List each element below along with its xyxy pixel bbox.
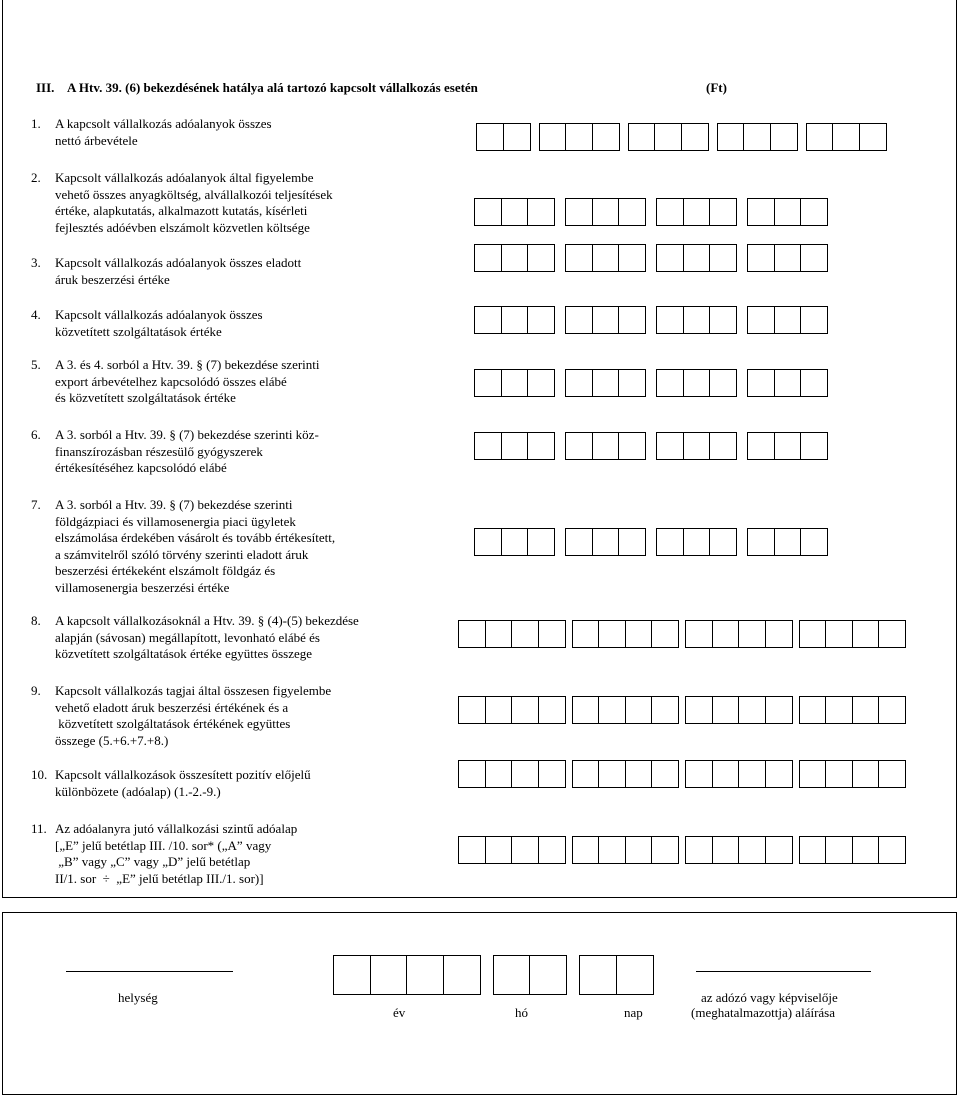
digit-cell[interactable] <box>527 432 555 460</box>
row-description-line: elszámolása érdekében vásárolt és tovább értékesített, <box>55 530 336 545</box>
digit-group[interactable] <box>476 123 531 152</box>
digit-cell[interactable] <box>712 620 740 648</box>
digit-group[interactable] <box>656 369 737 398</box>
digit-cell[interactable] <box>683 306 711 334</box>
digit-cell[interactable] <box>592 369 620 397</box>
digit-cell[interactable] <box>651 760 679 788</box>
row-description <box>55 767 311 800</box>
row-description-line: vehető eladott áruk beszerzési értékének és a <box>55 699 289 715</box>
digit-cell[interactable] <box>683 198 711 226</box>
digit-cell[interactable] <box>539 123 567 151</box>
row-description-line: vehető összes anyagköltség, alvállalkozói teljesítések <box>55 186 333 202</box>
digit-cell[interactable] <box>765 836 793 864</box>
digit-cell[interactable] <box>618 432 646 460</box>
digit-cell[interactable] <box>538 696 566 724</box>
digit-cell[interactable] <box>685 620 713 648</box>
digit-cell[interactable] <box>709 244 737 272</box>
row-number: 11. <box>31 821 47 836</box>
row-description-line: [„E” jelű betétlap III. /10. sor* („A” vagy <box>55 837 272 853</box>
row-number: 6. <box>31 427 41 442</box>
digit-group[interactable] <box>799 836 907 865</box>
digit-group[interactable] <box>565 306 646 335</box>
digit-cell[interactable] <box>709 306 737 334</box>
row-description <box>55 170 333 236</box>
digit-cell[interactable] <box>592 123 620 151</box>
row-description-line: összege (5.+6.+7.+8.) <box>55 732 169 748</box>
currency-unit: (Ft) <box>706 80 727 95</box>
row-description-line: földgázpiaci és villamosenergia piaci ügyletek <box>55 513 296 529</box>
row-description <box>55 427 319 477</box>
row-description <box>55 613 359 663</box>
digit-cell[interactable] <box>474 306 502 334</box>
digit-cell[interactable] <box>712 696 740 724</box>
digit-cell[interactable] <box>770 123 798 151</box>
row-description <box>55 821 297 887</box>
digit-cell[interactable] <box>592 306 620 334</box>
row-description <box>55 683 331 749</box>
digit-cell[interactable] <box>800 306 828 334</box>
month-input[interactable] <box>493 955 568 995</box>
digit-cell[interactable] <box>565 306 593 334</box>
digit-cell[interactable] <box>527 528 555 556</box>
amount-input-row-9[interactable] <box>458 696 906 725</box>
digit-cell[interactable] <box>685 836 713 864</box>
digit-group[interactable] <box>474 369 555 398</box>
row-description-line: villamosenergia beszerzési értéke <box>55 579 230 595</box>
digit-cell[interactable] <box>598 836 626 864</box>
digit-cell[interactable] <box>625 620 653 648</box>
year-input[interactable] <box>333 955 481 995</box>
digit-cell[interactable] <box>485 836 513 864</box>
digit-cell[interactable] <box>765 696 793 724</box>
month-label: hó <box>515 1005 528 1020</box>
row-description <box>55 255 301 288</box>
row-description-line: értéke, alapkutatás, alkalmazott kutatás, kísérleti <box>55 203 308 218</box>
digit-group[interactable] <box>799 696 907 725</box>
place-label: helység <box>118 990 158 1005</box>
digit-cell[interactable] <box>800 198 828 226</box>
digit-cell[interactable] <box>747 306 775 334</box>
digit-cell[interactable] <box>656 198 684 226</box>
digit-cell[interactable] <box>474 244 502 272</box>
amount-input-row-1[interactable] <box>476 123 887 152</box>
digit-group[interactable] <box>539 123 620 152</box>
digit-group[interactable] <box>474 528 555 557</box>
digit-cell[interactable] <box>683 528 711 556</box>
row-description-line: közvetített szolgáltatások értékének együttes <box>55 716 291 731</box>
digit-cell[interactable] <box>774 432 802 460</box>
digit-cell[interactable] <box>774 198 802 226</box>
digit-cell[interactable] <box>774 306 802 334</box>
digit-cell[interactable] <box>618 198 646 226</box>
digit-cell[interactable] <box>685 696 713 724</box>
digit-cell[interactable] <box>458 760 486 788</box>
row-number: 9. <box>31 683 41 698</box>
digit-cell[interactable] <box>501 306 529 334</box>
digit-group[interactable] <box>572 620 680 649</box>
digit-cell[interactable] <box>765 760 793 788</box>
digit-cell[interactable] <box>618 528 646 556</box>
digit-cell[interactable] <box>738 620 766 648</box>
row-description-line: és közvetített szolgáltatások értéke <box>55 390 236 405</box>
digit-cell[interactable] <box>501 432 529 460</box>
amount-input-row-6[interactable] <box>474 432 828 461</box>
digit-group[interactable] <box>747 528 828 557</box>
digit-cell[interactable] <box>592 432 620 460</box>
row-description-line: A kapcsolt vállalkozásoknál a Htv. 39. § (4)-(5) bekezdése <box>55 613 359 628</box>
digit-group[interactable] <box>685 836 793 865</box>
digit-cell[interactable] <box>852 620 880 648</box>
digit-cell[interactable] <box>747 198 775 226</box>
digit-cell[interactable] <box>852 696 880 724</box>
digit-group[interactable] <box>799 760 907 789</box>
digit-group[interactable] <box>747 432 828 461</box>
digit-cell[interactable] <box>501 198 529 226</box>
digit-cell[interactable] <box>474 198 502 226</box>
digit-cell[interactable] <box>747 432 775 460</box>
digit-cell[interactable] <box>656 244 684 272</box>
digit-group[interactable] <box>474 244 555 273</box>
digit-cell[interactable] <box>878 696 906 724</box>
row-description-line: Kapcsolt vállalkozás adóalanyok összes eladott <box>55 255 302 270</box>
digit-cell[interactable] <box>799 760 827 788</box>
digit-cell[interactable] <box>738 696 766 724</box>
digit-cell[interactable] <box>683 244 711 272</box>
row-description-line: Kapcsolt vállalkozások összesített pozitív előjelű <box>55 767 311 782</box>
digit-cell[interactable] <box>592 528 620 556</box>
day-label: nap <box>624 1005 643 1020</box>
digit-cell[interactable] <box>774 244 802 272</box>
digit-group[interactable] <box>565 198 646 227</box>
digit-cell[interactable] <box>681 123 709 151</box>
digit-cell[interactable] <box>458 620 486 648</box>
digit-cell[interactable] <box>651 836 679 864</box>
digit-cell[interactable] <box>743 123 771 151</box>
digit-cell[interactable] <box>565 244 593 272</box>
digit-cell[interactable] <box>800 244 828 272</box>
year-label: év <box>393 1005 406 1020</box>
digit-cell[interactable] <box>501 528 529 556</box>
digit-cell[interactable] <box>598 620 626 648</box>
digit-cell[interactable] <box>747 244 775 272</box>
row-description-line: II/1. sor ÷ „E” jelű betétlap III./1. sor)] <box>55 870 264 886</box>
amount-input-row-8[interactable] <box>458 620 906 649</box>
signature-label-line1: az adózó vagy képviselője <box>701 990 838 1005</box>
digit-cell[interactable] <box>825 760 853 788</box>
date-input[interactable] <box>333 955 654 995</box>
digit-cell[interactable] <box>709 528 737 556</box>
digit-cell[interactable] <box>474 528 502 556</box>
digit-group[interactable] <box>474 198 555 227</box>
digit-cell[interactable] <box>625 696 653 724</box>
digit-cell[interactable] <box>538 836 566 864</box>
digit-cell[interactable] <box>458 696 486 724</box>
digit-cell[interactable] <box>800 528 828 556</box>
row-description-line: a számvitelről szóló törvény szerinti eladott áruk <box>55 546 309 562</box>
digit-cell[interactable] <box>476 123 504 151</box>
digit-cell[interactable] <box>592 198 620 226</box>
digit-cell[interactable] <box>474 369 502 397</box>
digit-cell[interactable] <box>503 123 531 151</box>
row-number: 3. <box>31 255 41 270</box>
digit-group[interactable] <box>656 198 737 227</box>
digit-cell[interactable] <box>709 432 737 460</box>
digit-group[interactable] <box>747 198 828 227</box>
digit-cell[interactable] <box>485 696 513 724</box>
row-description-line: alapján (sávosan) megállapított, levonható elábé és <box>55 629 320 645</box>
digit-cell[interactable] <box>511 696 539 724</box>
digit-cell[interactable] <box>799 836 827 864</box>
row-number: 8. <box>31 613 41 628</box>
digit-cell[interactable] <box>825 696 853 724</box>
digit-cell[interactable] <box>685 760 713 788</box>
digit-group[interactable] <box>628 123 709 152</box>
digit-cell[interactable] <box>474 432 502 460</box>
row-description-line: közvetített szolgáltatások értéke együttes összege <box>55 646 313 661</box>
digit-cell[interactable] <box>800 432 828 460</box>
amount-input-row-7[interactable] <box>474 528 828 557</box>
day-input[interactable] <box>579 955 654 995</box>
digit-cell[interactable] <box>538 760 566 788</box>
digit-cell[interactable] <box>458 836 486 864</box>
digit-group[interactable] <box>572 836 680 865</box>
digit-cell[interactable] <box>738 760 766 788</box>
amount-input-row-4[interactable] <box>474 306 828 335</box>
digit-cell[interactable] <box>832 123 860 151</box>
digit-cell[interactable] <box>501 369 529 397</box>
digit-cell[interactable] <box>538 620 566 648</box>
digit-cell[interactable] <box>709 369 737 397</box>
digit-cell[interactable] <box>654 123 682 151</box>
digit-cell[interactable] <box>747 369 775 397</box>
digit-cell[interactable] <box>738 836 766 864</box>
row-description-line: „B” vagy „C” vagy „D” jelű betétlap <box>55 854 251 869</box>
row-description-line: Kapcsolt vállalkozás tagjai által összesen figyelembe <box>55 683 332 698</box>
digit-cell[interactable] <box>747 528 775 556</box>
digit-cell[interactable] <box>859 123 887 151</box>
row-description-line: Kapcsolt vállalkozás adóalanyok összes <box>55 307 263 322</box>
amount-input-row-2[interactable] <box>474 198 828 227</box>
row-description-line: fejlesztés adóévben elszámolt közvetlen költsége <box>55 219 310 235</box>
digit-cell[interactable] <box>852 836 880 864</box>
digit-cell[interactable] <box>825 836 853 864</box>
digit-cell[interactable] <box>511 620 539 648</box>
digit-cell[interactable] <box>800 369 828 397</box>
row-number: 7. <box>31 497 41 512</box>
digit-group[interactable] <box>474 306 555 335</box>
row-description-line: A 3. és 4. sorból a Htv. 39. § (7) bekezdése szerinti <box>55 357 320 372</box>
digit-cell[interactable] <box>565 123 593 151</box>
digit-group[interactable] <box>717 123 798 152</box>
digit-cell[interactable] <box>592 244 620 272</box>
row-description <box>55 116 272 149</box>
digit-cell[interactable] <box>618 369 646 397</box>
digit-cell[interactable] <box>527 306 555 334</box>
amount-input-row-3[interactable] <box>474 244 828 273</box>
digit-group[interactable] <box>656 528 737 557</box>
digit-group[interactable] <box>572 760 680 789</box>
digit-cell[interactable] <box>527 369 555 397</box>
row-description-line: beszerzési értékeként elszámolt földgáz és <box>55 563 276 578</box>
digit-cell[interactable] <box>527 244 555 272</box>
digit-group[interactable] <box>656 306 737 335</box>
digit-group[interactable] <box>565 528 646 557</box>
digit-cell[interactable] <box>656 369 684 397</box>
row-description-line: finanszírozásban részesülő gyógyszerek <box>55 443 263 459</box>
digit-cell[interactable] <box>485 760 513 788</box>
row-description <box>55 497 335 596</box>
digit-cell[interactable] <box>806 123 834 151</box>
signature-label-line2: (meghatalmazottja) aláírása <box>691 1005 836 1020</box>
digit-cell[interactable] <box>683 432 711 460</box>
row-description-line: nettó árbevétele <box>55 132 138 148</box>
row-description-line: export árbevételhez kapcsolódó összes elábé <box>55 373 287 389</box>
digit-group[interactable] <box>685 696 793 725</box>
digit-cell[interactable] <box>717 123 745 151</box>
digit-cell[interactable] <box>572 760 600 788</box>
digit-cell[interactable] <box>625 836 653 864</box>
row-description-line: Kapcsolt vállalkozás adóalanyok által figyelembe <box>55 170 314 185</box>
digit-group[interactable] <box>565 244 646 273</box>
digit-cell[interactable] <box>774 528 802 556</box>
digit-cell[interactable] <box>598 696 626 724</box>
digit-cell[interactable] <box>709 198 737 226</box>
digit-cell[interactable] <box>712 836 740 864</box>
place-line <box>66 971 233 972</box>
row-description-line: A 3. sorból a Htv. 39. § (7) bekezdése szerinti köz- <box>55 427 319 442</box>
row-description-line: értékesítéséhez kapcsolódó elábé <box>55 460 227 475</box>
digit-group[interactable] <box>458 836 566 865</box>
row-number: 2. <box>31 170 41 185</box>
digit-cell[interactable] <box>565 369 593 397</box>
digit-cell[interactable] <box>712 760 740 788</box>
digit-group[interactable] <box>799 620 907 649</box>
row-description-line: A 3. sorból a Htv. 39. § (7) bekezdése szerinti <box>55 497 293 512</box>
digit-group[interactable] <box>747 244 828 273</box>
digit-cell[interactable] <box>651 620 679 648</box>
amount-input-row-11[interactable] <box>458 836 906 865</box>
digit-cell[interactable] <box>572 696 600 724</box>
digit-cell[interactable] <box>485 620 513 648</box>
section-number: III. <box>36 80 55 95</box>
digit-cell[interactable] <box>799 620 827 648</box>
digit-cell[interactable] <box>878 760 906 788</box>
digit-group[interactable] <box>458 760 566 789</box>
row-description <box>55 307 263 340</box>
digit-cell[interactable] <box>683 369 711 397</box>
digit-cell[interactable] <box>511 760 539 788</box>
digit-group[interactable] <box>565 432 646 461</box>
section-title: A Htv. 39. (6) bekezdésének hatálya alá tartozó kapcsolt vállalkozás esetén <box>67 80 478 95</box>
digit-cell[interactable] <box>501 244 529 272</box>
digit-cell[interactable] <box>527 198 555 226</box>
digit-cell[interactable] <box>565 528 593 556</box>
digit-cell[interactable] <box>656 432 684 460</box>
digit-cell[interactable] <box>765 620 793 648</box>
digit-cell[interactable] <box>656 528 684 556</box>
digit-cell[interactable] <box>572 836 600 864</box>
digit-cell[interactable] <box>878 620 906 648</box>
digit-group[interactable] <box>747 369 828 398</box>
row-description-line: Az adóalanyra jutó vállalkozási szintű adóalap <box>55 821 298 836</box>
digit-group[interactable] <box>685 620 793 649</box>
digit-cell[interactable] <box>565 198 593 226</box>
amount-input-row-5[interactable] <box>474 369 828 398</box>
digit-group[interactable] <box>572 696 680 725</box>
digit-group[interactable] <box>458 696 566 725</box>
row-description-line: közvetített szolgáltatások értéke <box>55 323 222 339</box>
digit-cell[interactable] <box>799 696 827 724</box>
digit-group[interactable] <box>806 123 887 152</box>
digit-group[interactable] <box>458 620 566 649</box>
digit-cell[interactable] <box>598 760 626 788</box>
digit-cell[interactable] <box>651 696 679 724</box>
row-description-line: áruk beszerzési értéke <box>55 271 170 287</box>
digit-group[interactable] <box>685 760 793 789</box>
signature-line <box>696 971 871 972</box>
digit-cell[interactable] <box>618 244 646 272</box>
digit-group[interactable] <box>656 432 737 461</box>
row-description-line: különbözete (adóalap) (1.-2.-9.) <box>55 783 221 799</box>
digit-cell[interactable] <box>656 306 684 334</box>
row-number: 1. <box>31 116 41 131</box>
row-number: 4. <box>31 307 41 322</box>
digit-cell[interactable] <box>852 760 880 788</box>
row-description-line: A kapcsolt vállalkozás adóalanyok összes <box>55 116 272 131</box>
digit-group[interactable] <box>565 369 646 398</box>
digit-cell[interactable] <box>572 620 600 648</box>
digit-cell[interactable] <box>825 620 853 648</box>
digit-cell[interactable] <box>625 760 653 788</box>
row-number: 10. <box>31 767 48 782</box>
digit-cell[interactable] <box>511 836 539 864</box>
digit-cell[interactable] <box>565 432 593 460</box>
digit-cell[interactable] <box>628 123 656 151</box>
digit-group[interactable] <box>474 432 555 461</box>
digit-cell[interactable] <box>878 836 906 864</box>
digit-cell[interactable] <box>618 306 646 334</box>
digit-group[interactable] <box>656 244 737 273</box>
digit-group[interactable] <box>747 306 828 335</box>
row-description <box>55 357 320 407</box>
amount-input-row-10[interactable] <box>458 760 906 789</box>
row-number: 5. <box>31 357 41 372</box>
digit-cell[interactable] <box>774 369 802 397</box>
